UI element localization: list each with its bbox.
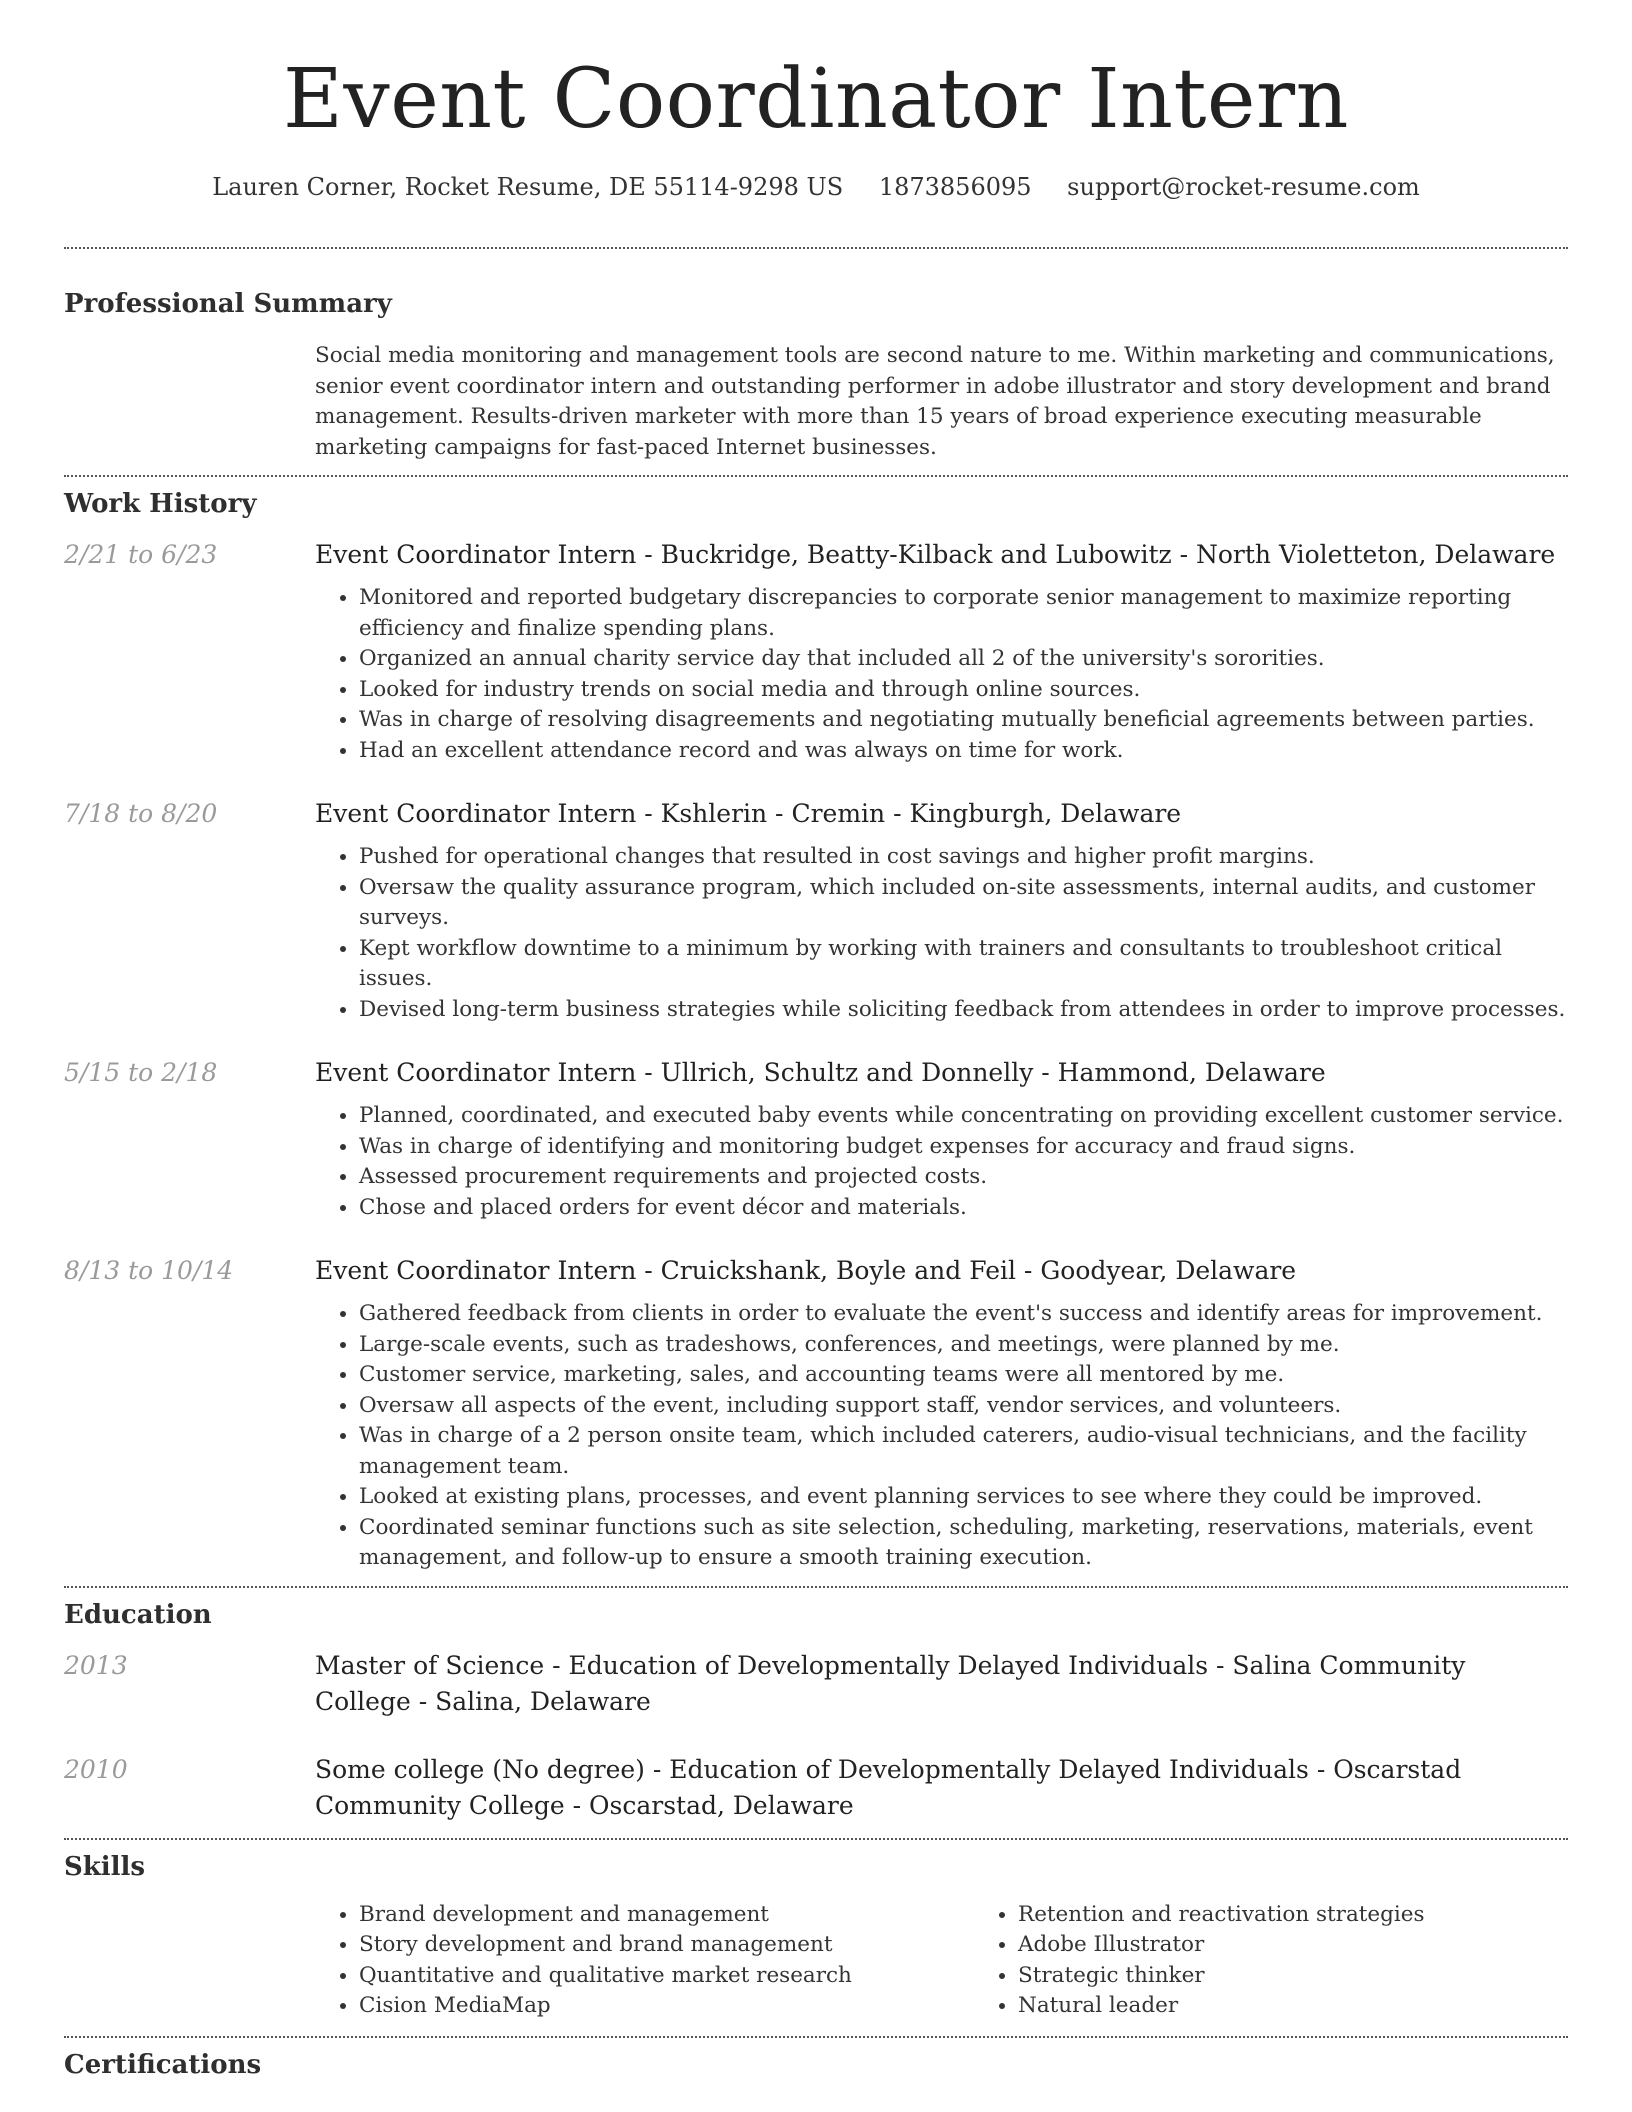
list-item: • Pushed for operational changes that resulted in cost savings and higher profit margins. bbox=[359, 842, 1568, 873]
list-item: • Had an excellent attendance record and was always on time for work. bbox=[359, 736, 1568, 767]
job-bullets bbox=[315, 1101, 1568, 1223]
list-item: • Planned, coordinated, and executed baby events while concentrating on providing excellent customer service. bbox=[359, 1101, 1568, 1132]
list-item: • Looked at existing plans, processes, and event planning services to see where they could be improved. bbox=[359, 1482, 1568, 1513]
contact-address: Lauren Corner, Rocket Resume, DE 55114-9298 US bbox=[212, 173, 844, 201]
certifications-heading: Certifications bbox=[64, 2049, 262, 2080]
list-item: • Chose and placed orders for event décor and materials. bbox=[359, 1193, 1568, 1224]
education-school: - Salina Community College - Salina, Delaware bbox=[315, 1650, 1466, 1716]
job-dates: 8/13 to 10/14 bbox=[64, 1256, 234, 1285]
job-employer: - Cruickshank, Boyle and Feil - Goodyear, Delaware bbox=[636, 1256, 1297, 1285]
education-year: 2013 bbox=[64, 1650, 128, 1680]
work-history-heading: Work History bbox=[64, 489, 257, 519]
summary-section bbox=[0, 249, 1632, 463]
list-item: • Kept workflow downtime to a minimum by working with trainers and consultants to troubleshoot critical issues. bbox=[359, 934, 1568, 995]
skills-section bbox=[0, 1840, 1632, 2022]
resume-title: Event Coordinator Intern bbox=[283, 52, 1349, 147]
skills-columns bbox=[315, 1900, 1632, 2022]
list-item: • Was in charge of resolving disagreements and negotiating mutually beneficial agreements between parties. bbox=[359, 705, 1568, 736]
list-item: • Large-scale events, such as tradeshows, conferences, and meetings, were planned by me. bbox=[359, 1330, 1568, 1361]
resume-header bbox=[0, 0, 1632, 201]
job-entry bbox=[64, 537, 1568, 766]
job-role: Event Coordinator Intern bbox=[315, 799, 637, 828]
job-bullets bbox=[315, 1299, 1568, 1574]
job-dates: 7/18 to 8/20 bbox=[64, 799, 218, 828]
list-item: • Was in charge of a 2 person onsite team, which included caterers, audio-visual technicians, and the facility management team. bbox=[359, 1421, 1568, 1482]
job-bullets bbox=[315, 583, 1568, 766]
job-entry bbox=[64, 1253, 1568, 1574]
job-entry bbox=[64, 796, 1568, 1025]
list-item: • Strategic thinker bbox=[1018, 1961, 1632, 1992]
list-item: • Was in charge of identifying and monitoring budget expenses for accuracy and fraud signs. bbox=[359, 1132, 1568, 1163]
contact-line bbox=[0, 173, 1632, 201]
list-item: • Brand development and management bbox=[359, 1900, 974, 1931]
education-heading: Education bbox=[64, 1599, 212, 1630]
job-employer: - Buckridge, Beatty-Kilback and Lubowitz - North Violetteton, Delaware bbox=[636, 540, 1556, 569]
education-school: - Oscarstad Community College - Oscarstad, Delaware bbox=[315, 1754, 1462, 1820]
job-title bbox=[315, 796, 1568, 832]
skills-list-right bbox=[974, 1900, 1632, 2022]
summary-heading: Professional Summary bbox=[64, 289, 392, 319]
job-title bbox=[315, 1253, 1568, 1289]
list-item: • Organized an annual charity service day that included all 2 of the university's sororities. bbox=[359, 644, 1568, 675]
education-entry bbox=[64, 1752, 1568, 1824]
list-item: • Natural leader bbox=[1018, 1991, 1632, 2022]
list-item: • Coordinated seminar functions such as site selection, scheduling, marketing, reservations, materials, event management, and follow-up to ensure a smooth training execution. bbox=[359, 1513, 1568, 1574]
education-degree: Some college (No degree) - Education of Developmentally Delayed Individuals bbox=[315, 1754, 1309, 1784]
job-employer: - Kshlerin - Cremin - Kingburgh, Delaware bbox=[636, 799, 1182, 828]
skills-heading: Skills bbox=[64, 1851, 146, 1882]
job-role: Event Coordinator Intern bbox=[315, 1058, 637, 1087]
list-item: • Customer service, marketing, sales, and accounting teams were all mentored by me. bbox=[359, 1360, 1568, 1391]
list-item: • Gathered feedback from clients in order to evaluate the event's success and identify areas for improvement. bbox=[359, 1299, 1568, 1330]
list-item: • Looked for industry trends on social media and through online sources. bbox=[359, 675, 1568, 706]
work-history-section bbox=[0, 477, 1632, 1574]
list-item: • Monitored and reported budgetary discrepancies to corporate senior management to maximize reporting efficiency and finalize spending plans. bbox=[359, 583, 1568, 644]
list-item: • Assessed procurement requirements and projected costs. bbox=[359, 1162, 1568, 1193]
education-year: 2010 bbox=[64, 1754, 128, 1784]
education-section bbox=[0, 1588, 1632, 1824]
list-item: • Cision MediaMap bbox=[359, 1991, 974, 2022]
job-entry bbox=[64, 1055, 1568, 1223]
education-title bbox=[315, 1648, 1568, 1720]
education-entry bbox=[64, 1648, 1568, 1720]
skills-list-left bbox=[315, 1900, 974, 2022]
job-employer: - Ullrich, Schultz and Donnelly - Hammond, Delaware bbox=[636, 1058, 1326, 1087]
job-bullets bbox=[315, 842, 1568, 1025]
list-item: • Oversaw all aspects of the event, including support staff, vendor services, and volunteers. bbox=[359, 1391, 1568, 1422]
job-role: Event Coordinator Intern bbox=[315, 540, 637, 569]
list-item: • Oversaw the quality assurance program, which included on-site assessments, internal audits, and customer surveys. bbox=[359, 873, 1568, 934]
job-title bbox=[315, 1055, 1568, 1091]
job-dates: 5/15 to 2/18 bbox=[64, 1058, 218, 1087]
education-title bbox=[315, 1752, 1568, 1824]
list-item: • Devised long-term business strategies while soliciting feedback from attendees in order to improve processes. bbox=[359, 995, 1568, 1026]
list-item: • Quantitative and qualitative market research bbox=[359, 1961, 974, 1992]
summary-text: Social media monitoring and management tools are second nature to me. Within marketing and communications, senior event coordinator intern and outstanding performer in adobe illustrator and story development and brand management. Results-driven marketer with more than 15 years of broad experience executing measurable marketing campaigns for fast-paced Internet businesses. bbox=[315, 343, 1555, 460]
list-item: • Story development and brand management bbox=[359, 1930, 974, 1961]
job-title bbox=[315, 537, 1568, 573]
education-degree: Master of Science - Education of Developmentally Delayed Individuals bbox=[315, 1650, 1209, 1680]
certifications-section bbox=[0, 2038, 1632, 2080]
list-item: • Retention and reactivation strategies bbox=[1018, 1900, 1632, 1931]
list-item: • Adobe Illustrator bbox=[1018, 1930, 1632, 1961]
contact-phone: 1873856095 bbox=[878, 173, 1032, 201]
job-role: Event Coordinator Intern bbox=[315, 1256, 637, 1285]
contact-email: support@rocket-resume.com bbox=[1067, 173, 1420, 201]
job-dates: 2/21 to 6/23 bbox=[64, 540, 218, 569]
